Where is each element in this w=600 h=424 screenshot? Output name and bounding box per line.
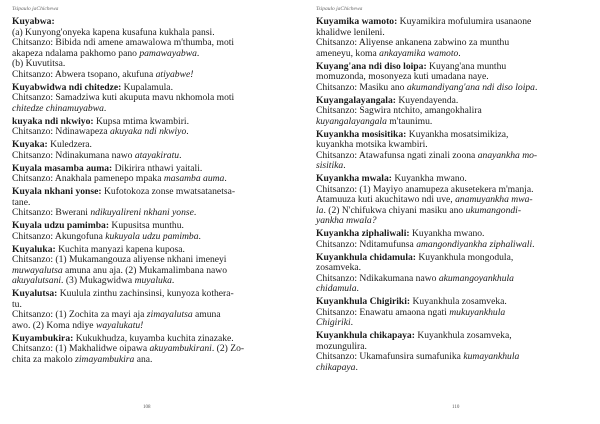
dictionary-entry — [316, 17, 582, 59]
entry-text: Chitsanzo: (1) Zochita za mayi aja — [12, 309, 147, 320]
dictionary-entry — [316, 297, 582, 329]
dictionary-entry — [12, 83, 280, 115]
entry-headword: Kuyankha mosisitika: — [316, 128, 407, 140]
entry-text: Chitsanzo: Anakhala pamenepo mpaka — [12, 173, 164, 184]
entry-text: ana. — [134, 353, 153, 365]
entry-text: . — [193, 207, 197, 218]
example-phrase: mukuyankhula — [449, 306, 506, 318]
entry-line — [316, 240, 582, 251]
entry-line — [316, 308, 582, 319]
entry-headword: Kuyabwidwa ndi chitedze: — [12, 81, 122, 93]
example-phrase: muyaluka — [134, 275, 172, 286]
entry-line — [316, 161, 582, 172]
entry-text: m'taunimu. — [386, 115, 433, 127]
entry-headword: Kuyala masamba auma: — [12, 162, 113, 174]
entry-headword: Kuyala udzu pamimba: — [12, 220, 110, 231]
entry-text: amuna anu aja. (2) Mukamalimbana nawo — [62, 264, 228, 276]
entry-text: awo. (2) Koma ndiye — [12, 319, 96, 331]
entry-text: Chitsanzo: Enawatu amaona ngati — [316, 306, 450, 318]
entry-text: (b) Kuvutitsa. — [12, 58, 66, 69]
dictionary-entry — [316, 96, 582, 128]
dictionary-entry — [12, 117, 280, 138]
entry-text: tu. — [12, 298, 22, 310]
entry-text: . — [458, 47, 461, 59]
example-phrase: akuyaka ndi nkwiyo — [110, 126, 187, 137]
example-phrase: ankayamika wamoto — [379, 47, 459, 59]
entry-text: Chitsanzo: Samadziwa kuti akuputa mavu nkhomola moti — [12, 92, 235, 103]
entry-headword: Kuyankha mwala: — [316, 173, 392, 184]
example-phrase: kuyangalayangala — [316, 115, 387, 127]
entry-line — [12, 232, 280, 243]
entry-text: Kupsa mtima kwambiri. — [93, 115, 189, 127]
example-phrase: chikapaya — [316, 361, 356, 373]
entry-line — [12, 355, 280, 366]
entry-line — [12, 321, 280, 332]
dictionary-entry — [316, 253, 582, 295]
entry-text: Chitsanzo: Sagwira ntchito, amangokhalira — [316, 105, 482, 116]
entry-text: momuzonda, mosonyeza kuti umadana naye. — [316, 71, 489, 82]
entry-line — [316, 117, 582, 128]
dictionary-entry — [12, 187, 280, 219]
example-phrase: kukuyala udzu pamimba — [105, 230, 199, 242]
entry-text: Kuyankha mwano. — [409, 228, 485, 239]
example-phrase: atiyabwe! — [155, 68, 194, 80]
entry-text: Chitsanzo: (1) Mukamangouza aliyense nkhani imeneyi — [12, 254, 227, 265]
example-phrase: akumangoyankhula — [438, 272, 514, 284]
example-phrase: masamba auma — [163, 173, 225, 184]
example-phrase: zimayambukira — [75, 353, 135, 365]
entry-text: . — [196, 47, 200, 59]
entry-text: . (3) Mukagwidwa — [61, 275, 135, 286]
right-running-head: Tsipaulo jaChichewa — [316, 6, 363, 12]
entry-text: . — [356, 283, 359, 294]
entry-text: Chitsanzo: Nditamufunsa — [316, 238, 417, 250]
example-phrase: anayankha mo- — [477, 149, 538, 161]
example-phrase: amangondiyankha ziphaliwali — [416, 238, 533, 250]
dictionary-entry — [12, 221, 280, 242]
dictionary-entry — [12, 245, 280, 287]
entry-headword: Kuyankhula chidamula: — [316, 251, 416, 263]
example-phrase: atayakiratu — [134, 149, 180, 161]
entry-text: Kupusitsa munthu. — [109, 220, 184, 231]
entry-line — [316, 284, 582, 295]
entry-text: . — [343, 160, 346, 171]
entry-text: khalidwe lenileni. — [316, 26, 385, 38]
example-phrase: ukumangondi- — [465, 204, 522, 216]
entry-line — [12, 70, 280, 81]
entry-text: Kuyamikira mofulumira usanaone — [397, 16, 532, 27]
entry-text: tane. — [12, 196, 31, 208]
dictionary-entry — [12, 334, 280, 366]
entry-text: . (2) Zo- — [211, 343, 245, 354]
entry-line — [12, 174, 280, 185]
entry-text: Chitsanzo: (1) Mayiyo anamupeza akusetekera m'manja. — [316, 183, 534, 195]
example-phrase: akuyambukirani — [149, 343, 212, 354]
left-running-head: Tsipaulo jaChichewa — [12, 6, 59, 12]
entry-text: Chitsanzo: Bibida ndi amene amawalowa m'thumba, moti — [12, 37, 235, 48]
right-page-number: 110 — [452, 405, 460, 410]
entry-headword: Kuyangalayangala: — [316, 94, 396, 106]
dictionary-entry — [316, 174, 582, 227]
entry-line — [12, 104, 280, 115]
dictionary-entry — [12, 289, 280, 331]
left-page-entries — [12, 17, 280, 368]
entry-headword: Kuyabwa: — [12, 16, 55, 27]
dictionary-entry — [12, 17, 280, 80]
entry-text: . — [350, 317, 354, 328]
entry-text: Kupalamula. — [121, 81, 173, 93]
entry-text: Kuledzera. — [47, 139, 92, 150]
entry-text: Kuyankhula mongodula, — [415, 251, 514, 263]
entry-line — [12, 151, 280, 162]
entry-text: ameneyu, koma — [316, 47, 380, 59]
left-page-number: 108 — [143, 405, 151, 410]
example-phrase: Chigiriki — [316, 317, 351, 328]
entry-text: akapeza ndalama pakhomo pano — [12, 47, 140, 59]
entry-text: (a) Kunyong'onyeka kapena kusafuna kukhala pansi. — [12, 26, 215, 38]
entry-line — [316, 318, 582, 329]
dictionary-entry — [316, 331, 582, 373]
entry-text: Chitsanzo: Ndinawapeza — [12, 126, 111, 137]
entry-text: Kuyendayenda. — [395, 94, 459, 106]
entry-text: . — [179, 149, 182, 161]
entry-text: Chitsanzo: Masiku ano — [316, 81, 407, 93]
entry-text: Chitsanzo: Bwerani — [12, 207, 91, 218]
entry-headword: Kuyankha ziphaliwali: — [316, 228, 410, 239]
entry-text: amuna — [192, 309, 221, 320]
entry-headword: Kuyaluka: — [12, 243, 56, 255]
entry-line — [12, 289, 280, 300]
entry-text: . — [532, 238, 535, 250]
entry-text: Kuyankha mwano. — [391, 173, 467, 184]
entry-text: Kuchita manyazi kapena kuposa. — [55, 243, 185, 255]
entry-text: kuyankha motsika kwambiri. — [316, 139, 428, 150]
entry-text: chita za makolo — [12, 353, 76, 365]
entry-text: Chitsanzo: Ukamafunsira sumafunika — [316, 351, 464, 362]
entry-text: Chitsanzo: Ndinakumana nawo — [12, 149, 135, 161]
example-phrase: akumandiyang'ana ndi diso loipa — [406, 81, 535, 93]
entry-text: Chitsanzo: Ndikakumana nawo — [316, 272, 439, 284]
entry-headword: Kuyankhula Chigiriki: — [316, 296, 411, 307]
entry-headword: kuyaka ndi nkwiyo: — [12, 115, 94, 127]
example-phrase: kumayankhula — [463, 351, 520, 362]
entry-text: Chitsanzo: Aliyense ankanena zabwino za munthu — [316, 37, 510, 48]
entry-text: . — [103, 102, 107, 114]
entry-text: Chitsanzo: (1) Makhalidwe oipawa — [12, 343, 150, 354]
entry-text: . — [171, 275, 175, 286]
entry-text: Dikirira nthawi yaitali. — [112, 162, 203, 174]
entry-text: . — [355, 361, 358, 373]
entry-text: Kuyankha mosatsimikiza, — [406, 128, 509, 140]
example-phrase: anamuyankha mwa- — [455, 194, 533, 205]
example-phrase: la — [316, 204, 324, 216]
entry-text: Kufotokoza zonse mwatsatanetsa- — [101, 186, 236, 197]
example-phrase: muwayalutsa — [12, 264, 63, 276]
entry-text: Atamuuza kuti akuchitawo ndi uve, — [316, 194, 456, 205]
dictionary-entry — [316, 130, 582, 172]
entry-line — [12, 127, 280, 138]
example-phrase: chitedze chinamuyabwa — [12, 102, 104, 114]
entry-line — [12, 208, 280, 219]
dictionary-entry — [12, 164, 280, 185]
entry-text: zosamveka. — [316, 262, 362, 273]
entry-line — [316, 363, 582, 374]
example-phrase: wayalukatu! — [95, 319, 144, 331]
example-phrase: akuyalutsani — [12, 275, 62, 286]
dictionary-entry — [316, 62, 582, 94]
entry-text: Chitsanzo: Akungofuna — [12, 230, 106, 242]
example-phrase: sisitika — [316, 160, 344, 171]
example-phrase: chidamula — [316, 283, 357, 294]
dictionary-entry — [12, 140, 280, 161]
entry-text: Kukukhudza, kuyamba kuchita zinazake. — [73, 332, 234, 344]
example-phrase: yankha mwala? — [316, 215, 377, 226]
entry-line — [316, 151, 582, 162]
entry-line — [316, 49, 582, 60]
entry-line — [316, 83, 582, 94]
entry-text: . — [534, 81, 538, 93]
entry-text: Kuyankhula zosamveka. — [410, 296, 507, 307]
right-page-entries — [316, 17, 582, 376]
entry-headword: Kuyala nkhani yonse: — [12, 186, 102, 197]
entry-text: . — [224, 173, 227, 184]
entry-text: . — [186, 126, 189, 137]
entry-line — [12, 276, 280, 287]
entry-text: mozungulira. — [316, 340, 367, 352]
entry-text: Chitsanzo: Atawafunsa ngati zinali zoona — [316, 149, 478, 161]
entry-text: Kuyankhula zosamveka, — [414, 330, 512, 341]
dictionary-entry — [316, 229, 582, 250]
example-phrase: zimayalutsa — [146, 309, 193, 320]
entry-headword: Kuyang'ana ndi diso loipa: — [316, 60, 427, 72]
entry-headword: Kuyambukira: — [12, 332, 74, 344]
entry-headword: Kuyankhula chikapaya: — [316, 330, 415, 341]
entry-headword: Kuyalutsa: — [12, 288, 58, 299]
entry-text: . (2) N'chifukwa chiyani masiku ano — [323, 204, 466, 216]
entry-headword: Kuyaka: — [12, 139, 48, 150]
entry-text: Chitsanzo: Abwera tsopano, akufuna — [12, 68, 156, 80]
entry-line — [316, 216, 582, 227]
entry-text: Kuulula zinthu zachinsinsi, kunyoza kothera- — [57, 288, 234, 299]
example-phrase: ndikuyalireni nkhani yonse — [90, 207, 194, 218]
example-phrase: pamawayabwa — [139, 47, 197, 59]
entry-text: Kuyang'ana munthu — [426, 60, 507, 72]
entry-text: . — [198, 230, 201, 242]
entry-headword: Kuyamika wamoto: — [316, 16, 398, 27]
entry-line — [12, 187, 280, 198]
